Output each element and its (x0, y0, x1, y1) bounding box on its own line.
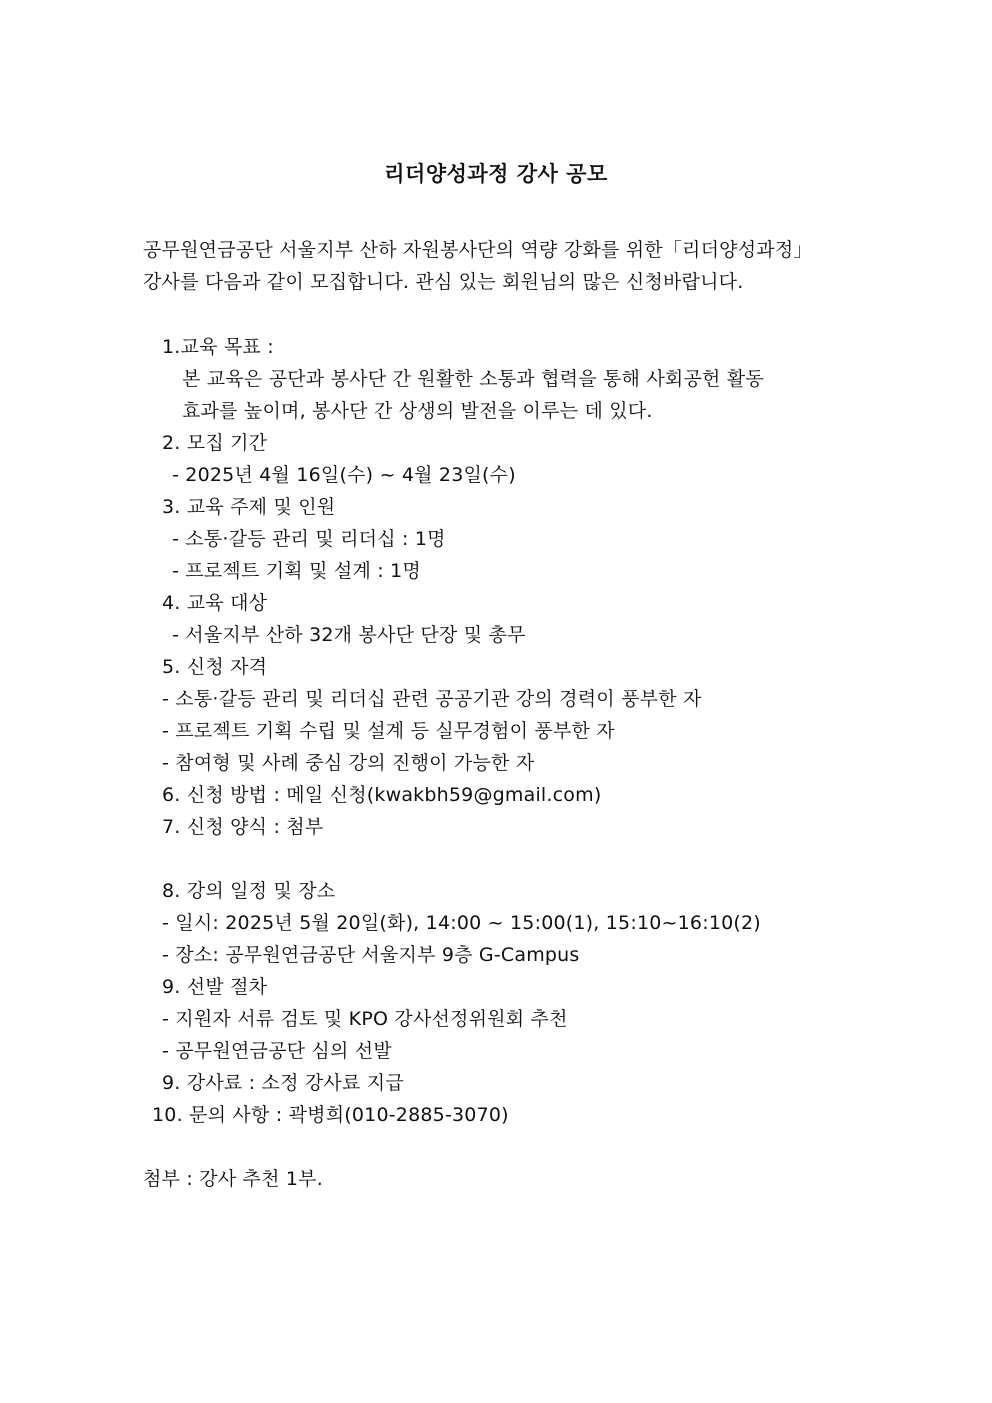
section-9-selection-item-2: - 공무원연금공단 심의 선발 (162, 1040, 392, 1062)
section-4-item-1: - 서울지부 산하 32개 봉사단 단장 및 총무 (172, 624, 526, 646)
section-3-heading: 3. 교육 주제 및 인원 (162, 496, 336, 518)
section-10-heading: 10. 문의 사항 : 곽병희(010-2885-3070) (152, 1104, 509, 1126)
section-9-selection-item-1: - 지원자 서류 검토 및 KPO 강사선정위원회 추천 (162, 1008, 568, 1030)
section-7-heading: 7. 신청 양식 : 첨부 (162, 816, 324, 838)
section-6-heading: 6. 신청 방법 : 메일 신청(kwakbh59@gmail.com) (162, 784, 602, 806)
document-title: 리더양성과정 강사 공모 (384, 162, 608, 186)
attachment-note: 첨부 : 강사 추천 1부. (143, 1168, 323, 1190)
section-8-item-2: - 장소: 공무원연금공단 서울지부 9층 G-Campus (162, 944, 580, 966)
section-8-item-1: - 일시: 2025년 5월 20일(화), 14:00 ~ 15:00(1), 15:10~16:10(2) (162, 912, 761, 934)
section-4-heading: 4. 교육 대상 (162, 592, 268, 614)
section-5-item-1: - 소통·갈등 관리 및 리더십 관련 공공기관 강의 경력이 풍부한 자 (162, 688, 702, 710)
section-2-item-1: - 2025년 4월 16일(수) ~ 4월 23일(수) (172, 464, 516, 486)
section-5-heading: 5. 신청 자격 (162, 656, 268, 678)
intro-line-2: 강사를 다음과 같이 모집합니다. 관심 있는 회원님의 많은 신청바랍니다. (143, 271, 744, 293)
section-5-item-2: - 프로젝트 기획 수립 및 설계 등 실무경험이 풍부한 자 (162, 720, 615, 742)
intro-line-1: 공무원연금공단 서울지부 산하 자원봉사단의 역량 강화를 위한「리더양성과정」 (143, 239, 813, 261)
section-1-body-line-2: 효과를 높이며, 봉사단 간 상생의 발전을 이루는 데 있다. (182, 400, 653, 422)
section-8-heading: 8. 강의 일정 및 장소 (162, 880, 336, 902)
section-5-item-3: - 참여형 및 사례 중심 강의 진행이 가능한 자 (162, 752, 535, 774)
section-1-heading: 1.교육 목표 : (162, 336, 274, 358)
section-3-item-1: - 소통·갈등 관리 및 리더십 : 1명 (172, 528, 446, 550)
section-9-selection-heading: 9. 선발 절차 (162, 976, 268, 998)
section-9-fee-heading: 9. 강사료 : 소정 강사료 지급 (162, 1072, 404, 1094)
section-1-body-line-1: 본 교육은 공단과 봉사단 간 원활한 소통과 협력을 통해 사회공헌 활동 (182, 368, 764, 390)
section-2-heading: 2. 모집 기간 (162, 432, 268, 454)
section-3-item-2: - 프로젝트 기획 및 설계 : 1명 (172, 560, 421, 582)
